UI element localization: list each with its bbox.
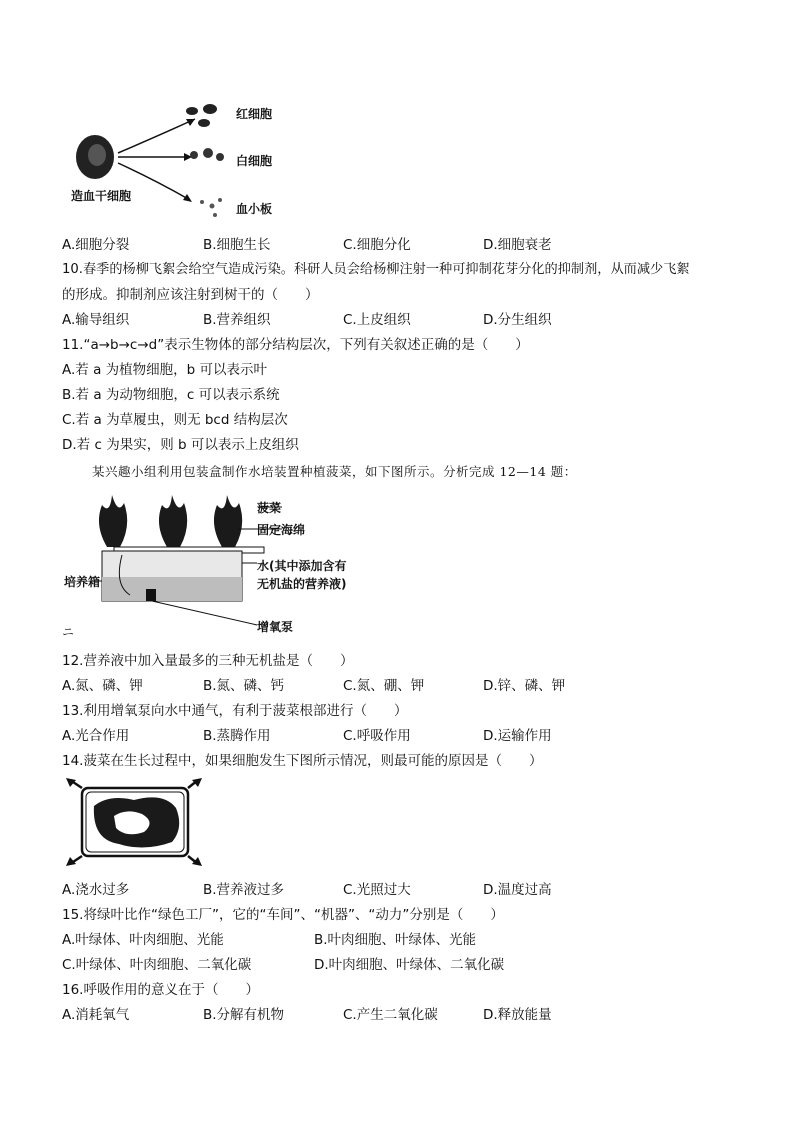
q16-option-b: B.分解有机物 (203, 1007, 285, 1023)
label-water-line2: 无机盐的营养液) (257, 577, 347, 591)
q15-option-b: B.叶肉细胞、叶绿体、光能 (314, 932, 477, 948)
q13-stem: 13.利用增氧泵向水中通气，有利于菠菜根部进行（ ） (62, 703, 408, 719)
q13-option-d: D.运输作用 (483, 728, 552, 744)
q11-option-c: C.若 a 为草履虫，则无 bcd 结构层次 (62, 412, 288, 428)
q10-option-b: B.营养组织 (203, 312, 271, 328)
label-wbc: 白细胞 (236, 154, 273, 168)
q9-option-c: C.细胞分化 (343, 237, 411, 253)
q14-option-b: B.营养液过多 (203, 882, 285, 898)
q16-option-a: A.消耗氧气 (62, 1007, 130, 1023)
q10-option-a: A.输导组织 (62, 312, 130, 328)
q13-option-a: A.光合作用 (62, 728, 130, 744)
q15-option-c: C.叶绿体、叶肉细胞、二氧化碳 (62, 957, 252, 973)
q16-stem: 16.呼吸作用的意义在于（ ） (62, 982, 259, 998)
q12-option-a: A.氮、磷、钾 (62, 678, 143, 694)
q10-stem-line1: 10.春季的杨柳飞絮会给空气造成污染。科研人员会给杨柳注射一种可抑制花芽分化的抑制剂，从而减少飞絮 (62, 262, 690, 277)
section-intro: 某兴趣小组利用包装盒制作水培装置种植菠菜，如下图所示。分析完成 12—14 题： (92, 464, 577, 479)
q12-option-b: B.氮、磷、钙 (203, 678, 285, 694)
label-spinach: 菠菜 (257, 501, 282, 515)
label-platelet: 血小板 (236, 202, 273, 216)
q11-option-a: A.若 a 为植物细胞，b 可以表示叶 (62, 362, 268, 378)
q15-option-d: D.叶肉细胞、叶绿体、二氧化碳 (314, 957, 505, 973)
q11-stem: 11.“a→b→c→d”表示生物体的部分结构层次，下列有关叙述正确的是（ ） (62, 337, 529, 353)
q15-option-a: A.叶绿体、叶肉细胞、光能 (62, 932, 224, 948)
q9-option-d: D.细胞衰老 (483, 237, 552, 253)
label-pump: 增氧泵 (257, 620, 294, 634)
q16-option-d: D.释放能量 (483, 1007, 552, 1023)
q10-stem-line2: 的形成。抑制剂应该注射到树干的（ ） (62, 287, 319, 303)
q12-option-d: D.锌、磷、钾 (483, 678, 566, 694)
q13-option-c: C.呼吸作用 (343, 728, 411, 744)
q12-stem: 12.营养液中加入量最多的三种无机盐是（ ） (62, 653, 354, 669)
mark-symbol: ニ (62, 625, 75, 639)
q11-option-b: B.若 a 为动物细胞，c 可以表示系统 (62, 387, 280, 403)
q14-stem: 14.菠菜在生长过程中，如果细胞发生下图所示情况，则最可能的原因是（ ） (62, 753, 543, 769)
q10-option-d: D.分生组织 (483, 312, 552, 328)
q11-option-d: D.若 c 为果实，则 b 可以表示上皮组织 (62, 437, 299, 453)
q10-option-c: C.上皮组织 (343, 312, 411, 328)
q14-option-c: C.光照过大 (343, 882, 411, 898)
q14-option-a: A.浇水过多 (62, 882, 130, 898)
q9-option-b: B.细胞生长 (203, 237, 271, 253)
q16-option-c: C.产生二氧化碳 (343, 1007, 438, 1023)
label-water-line1: 水(其中添加含有 (257, 559, 347, 573)
label-sponge: 固定海绵 (257, 523, 306, 537)
label-stem-cell: 造血干细胞 (71, 189, 132, 203)
label-rbc: 红细胞 (236, 107, 273, 121)
q12-option-c: C.氮、硼、钾 (343, 678, 425, 694)
plasmolysis-diagram (64, 778, 204, 868)
plasmolysis-figure (64, 778, 204, 868)
q15-stem: 15.将绿叶比作“绿色工厂”，它的“车间”、“机器”、“动力”分别是（ ） (62, 907, 504, 923)
label-box: 培养箱 (64, 575, 101, 589)
q13-option-b: B.蒸腾作用 (203, 728, 271, 744)
q14-option-d: D.温度过高 (483, 882, 552, 898)
q9-option-a: A.细胞分裂 (62, 237, 130, 253)
